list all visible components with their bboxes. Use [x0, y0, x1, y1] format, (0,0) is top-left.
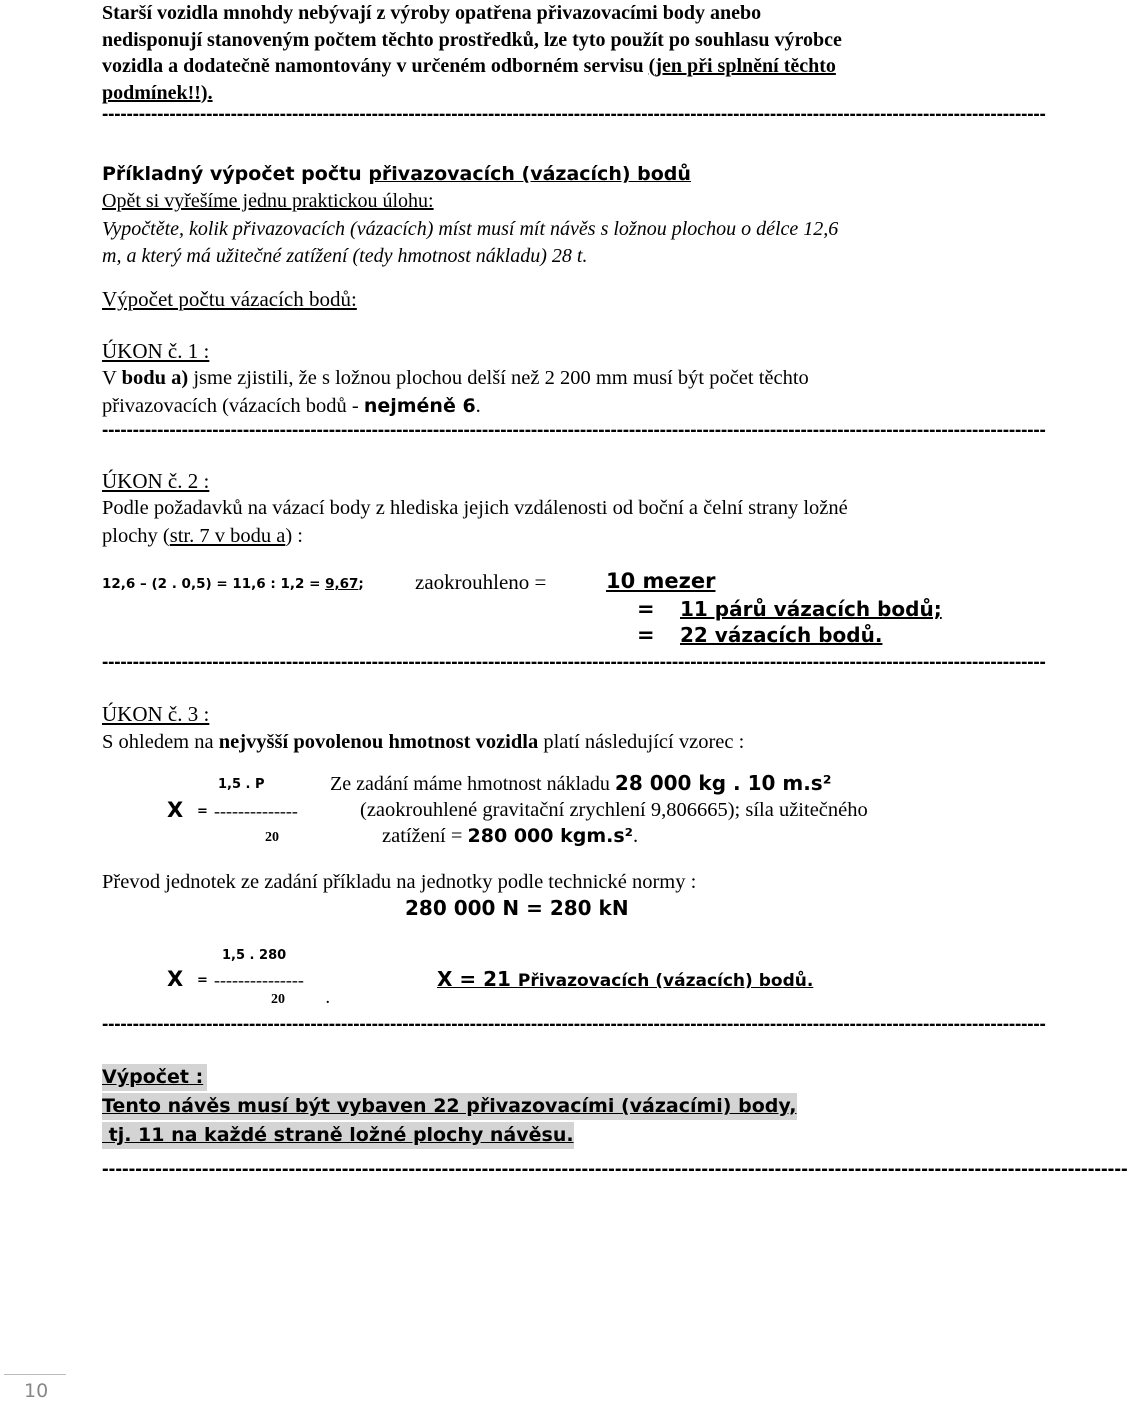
- fraction1-variable: X: [167, 798, 184, 822]
- step1-label: ÚKON č. 1 :: [102, 339, 210, 363]
- result-points: 22 vázacích bodů.: [680, 623, 883, 647]
- equals-sign: =: [637, 623, 655, 647]
- given-load: zatížení = 280 000 kgm.s².: [382, 825, 639, 847]
- example-subtitle: Opět si vyřešíme jednu praktickou úlohu:: [102, 190, 434, 212]
- fraction2-numerator: 1,5 . 280: [222, 948, 287, 963]
- step3-text: S ohledem na nejvyšší povolenou hmotnost vozidla platí následující vzorec :: [102, 731, 745, 753]
- example-title: Příkladný výpočet počtu přivazovacích (vázacích) bodů: [102, 163, 691, 185]
- separator: ----------------------------------------------------------------------------------------------------------------------------------------------------------: [102, 420, 1046, 441]
- intro-line: podmínek!!).: [102, 81, 213, 104]
- given-mass: Ze zadání máme hmotnost nákladu 28 000 kg . 10 m.s²: [330, 771, 832, 795]
- task-text: Vypočtěte, kolik přivazovacích (vázacích) míst musí mít návěs s ložnou plochou o délce 12,6 m, a který má užitečné zatížení (tedy hmotnost nákladu) 28 t.: [102, 218, 839, 267]
- rounded-label: zaokrouhleno =: [415, 570, 547, 594]
- page-number: 10: [24, 1380, 49, 1402]
- equals-sign: =: [637, 597, 655, 621]
- conclusion-line: tj. 11 na každé straně ložné plochy návěsu.: [102, 1122, 574, 1149]
- unit-conversion-text: Převod jednotek ze zadání příkladu na jednotky podle technické normy :: [102, 871, 697, 893]
- separator: ----------------------------------------------------------------------------------------------------------------------------------------------------------: [102, 1014, 1046, 1035]
- given-gravity: (zaokrouhlené gravitační zrychlení 9,806665); síla užitečného: [360, 799, 868, 821]
- fraction2-bar: ---------------: [214, 970, 304, 990]
- intro-line: Starší vozidla mnohdy nebývají z výroby opatřena přivazovacími body anebo: [102, 2, 762, 24]
- separator: ----------------------------------------------------------------------------------------------------------------------------------------------------------: [102, 104, 1046, 125]
- step3-label: ÚKON č. 3 :: [102, 702, 210, 726]
- fraction1-bar: --------------: [214, 801, 298, 821]
- intro-line: nedisponují stanoveným počtem těchto prostředků, lze tyto použít po souhlasu výrobce: [102, 28, 842, 51]
- unit-conversion-result: 280 000 N = 280 kN: [405, 896, 629, 920]
- step1-text: V bodu a) jsme zjistili, že s ložnou plochou delší než 2 200 mm musí být počet těchto přivazovacích (vázacích bodů - nejméně 6.: [102, 367, 809, 417]
- fraction1-equals: =: [197, 804, 208, 819]
- result-spaces: 10 mezer: [606, 569, 716, 593]
- calc-heading: Výpočet počtu vázacích bodů:: [102, 287, 357, 311]
- result-pairs: 11 párů vázacích bodů;: [680, 597, 942, 621]
- intro-condition: (jen při splnění těchto: [648, 55, 836, 77]
- fraction2-equals: =: [197, 973, 208, 988]
- fraction1-denominator: 20: [265, 830, 279, 845]
- conclusion-heading: Výpočet :: [102, 1064, 207, 1091]
- conclusion-line: Tento návěs musí být vybaven 22 přivazovacími (vázacími) body,: [102, 1093, 797, 1120]
- final-result: X = 21 Přivazovacích (vázacích) bodů.: [437, 967, 814, 991]
- fraction2-denominator: 20: [271, 992, 285, 1007]
- separator-final: ----------------------------------------------------------------------------------------------------------------------------------------------------------: [102, 1158, 1128, 1180]
- footer-rule: [4, 1374, 66, 1375]
- fraction2-variable: X: [167, 967, 184, 991]
- intro-line: vozidla a dodatečně namontovány v určeném odborném servisu (jen při splnění těchto: [102, 55, 836, 77]
- step2-label: ÚKON č. 2 :: [102, 469, 210, 493]
- fraction2-period: .: [326, 992, 330, 1007]
- separator: ----------------------------------------------------------------------------------------------------------------------------------------------------------: [102, 652, 1046, 673]
- fraction1-numerator: 1,5 . P: [218, 777, 265, 792]
- step2-text: Podle požadavků na vázací body z hlediska jejich vzdálenosti od boční a čelní strany ložné plochy (str. 7 v bodu a) :: [102, 497, 848, 547]
- step2-formula: 12,6 – (2 . 0,5) = 11,6 : 1,2 = 9,67;: [102, 576, 364, 592]
- intro-paragraph: [102, 0, 842, 106]
